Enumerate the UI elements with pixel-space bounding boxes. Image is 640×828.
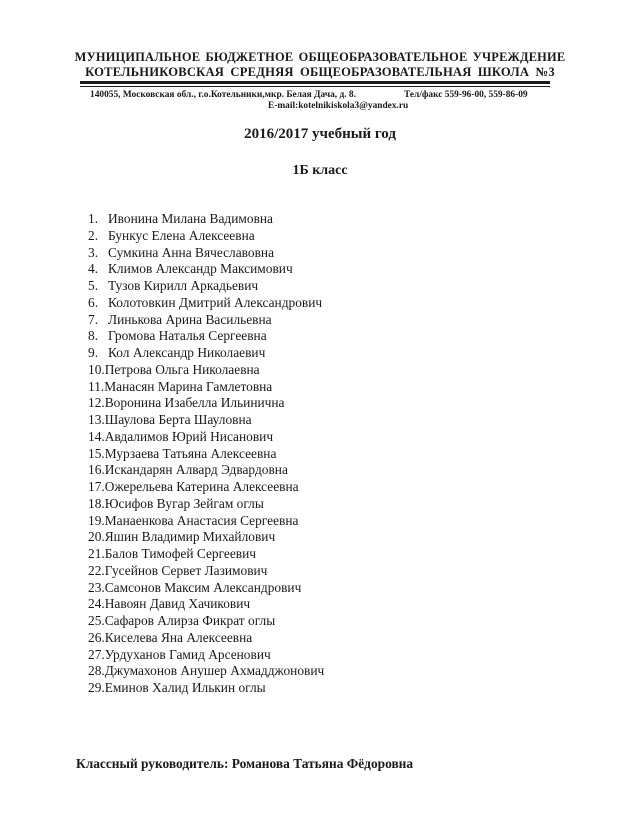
student-name: Громова Наталья Сергеевна bbox=[108, 328, 267, 344]
school-address: 140055, Московская обл., г.о.Котельники,мкр. Белая Дача, д. 8. bbox=[90, 90, 356, 100]
student-name: Самсонов Максим Александрович bbox=[104, 579, 302, 595]
header-rule-thin bbox=[80, 86, 550, 87]
academic-year: 2016/2017 учебный год bbox=[244, 126, 396, 142]
student-number: 26. bbox=[88, 629, 105, 645]
student-number: 27. bbox=[88, 646, 105, 662]
student-number: 24. bbox=[88, 596, 105, 612]
student-name: Гусейнов Сервет Лазимович bbox=[104, 562, 268, 578]
student-number: 23. bbox=[88, 579, 105, 595]
student-number: 22. bbox=[88, 562, 105, 578]
student-name: Искандарян Алвард Эдвардовна bbox=[104, 462, 288, 478]
school-phone: Тел/факс 559-96-00, 559-86-09 bbox=[404, 90, 528, 100]
class-teacher: Классный руководитель: Романова Татьяна Фёдоровна bbox=[76, 756, 414, 771]
student-number: 4. bbox=[88, 261, 99, 277]
student-name: Урдуханов Гамид Арсенович bbox=[104, 646, 271, 662]
student-name: Воронина Изабелла Ильинична bbox=[104, 395, 285, 411]
list-item bbox=[88, 395, 324, 412]
student-name: Кол Александр Николаевич bbox=[108, 345, 266, 360]
student-name: Еминов Халид Илькин оглы bbox=[104, 680, 266, 695]
student-number: 13. bbox=[88, 412, 105, 427]
student-list bbox=[88, 211, 324, 697]
school-name-line2: КОТЕЛЬНИКОВСКАЯ СРЕДНЯЯ ОБЩЕОБРАЗОВАТЕЛЬНАЯ ШКОЛА №3 bbox=[85, 65, 555, 79]
list-item bbox=[88, 563, 324, 580]
student-name: Ивонина Милана Вадимовна bbox=[108, 211, 273, 226]
list-item bbox=[88, 529, 324, 546]
list-item bbox=[88, 328, 324, 345]
list-item bbox=[88, 446, 324, 463]
list-item bbox=[88, 228, 324, 245]
header-rule-thick bbox=[80, 81, 550, 84]
student-name: Навоян Давид Хачикович bbox=[104, 596, 251, 612]
list-item bbox=[88, 479, 324, 496]
student-number: 20. bbox=[88, 529, 105, 545]
student-number: 7. bbox=[88, 311, 99, 327]
student-name: Бункус Елена Алексеевна bbox=[108, 227, 255, 243]
student-name: Манаенкова Анастасия Сергеевна bbox=[104, 512, 299, 528]
student-name: Киселева Яна Алексеевна bbox=[104, 629, 253, 645]
list-item bbox=[88, 345, 324, 362]
student-name: Шаулова Берта Шауловна bbox=[104, 412, 252, 427]
list-item bbox=[88, 513, 324, 530]
list-item bbox=[88, 211, 324, 228]
list-item bbox=[88, 362, 324, 379]
student-name: Балов Тимофей Сергеевич bbox=[104, 546, 257, 561]
student-number: 2. bbox=[88, 227, 99, 243]
list-item bbox=[88, 312, 324, 329]
list-item bbox=[88, 596, 324, 613]
list-item bbox=[88, 412, 324, 429]
student-number: 15. bbox=[88, 445, 105, 461]
school-name-line1: МУНИЦИПАЛЬНОЕ БЮДЖЕТНОЕ ОБЩЕОБРАЗОВАТЕЛЬНОЕ УЧРЕЖДЕНИЕ bbox=[74, 50, 566, 64]
list-item bbox=[88, 379, 324, 396]
student-number: 18. bbox=[88, 495, 105, 511]
student-number: 14. bbox=[88, 428, 105, 444]
school-email: E-mail:kotelnikiskola3@yandex.ru bbox=[268, 101, 409, 111]
student-name: Петрова Ольга Николаевна bbox=[104, 361, 260, 377]
list-item bbox=[88, 647, 324, 664]
student-number: 12. bbox=[88, 395, 105, 411]
student-number: 3. bbox=[88, 244, 99, 260]
student-name: Климов Александр Максимович bbox=[108, 261, 293, 277]
student-number: 11. bbox=[88, 378, 105, 394]
student-name: Авдалимов Юрий Нисанович bbox=[104, 428, 274, 444]
student-name: Колотовкин Дмитрий Александрович bbox=[108, 294, 323, 310]
list-item bbox=[88, 278, 324, 295]
student-name: Ожерельева Катерина Алексеевна bbox=[104, 479, 299, 494]
list-item bbox=[88, 613, 324, 630]
student-number: 17. bbox=[88, 479, 105, 494]
list-item bbox=[88, 261, 324, 278]
student-number: 25. bbox=[88, 613, 105, 628]
list-item bbox=[88, 429, 324, 446]
student-number: 29. bbox=[88, 680, 105, 695]
list-item bbox=[88, 580, 324, 597]
list-item bbox=[88, 546, 324, 563]
student-name: Юсифов Вугар Зейгам оглы bbox=[104, 495, 264, 511]
student-number: 21. bbox=[88, 546, 105, 561]
student-name: Линькова Арина Васильевна bbox=[108, 311, 272, 327]
list-item bbox=[88, 496, 324, 513]
student-name: Яшин Владимир Михайлович bbox=[104, 529, 276, 545]
student-number: 1. bbox=[88, 211, 99, 226]
student-number: 16. bbox=[88, 462, 105, 478]
student-name: Тузов Кирилл Аркадьевич bbox=[108, 278, 259, 293]
student-name: Джумахонов Анушер Ахмадджонович bbox=[104, 663, 325, 679]
student-name: Сумкина Анна Вячеславовна bbox=[108, 244, 275, 260]
class-title: 1Б класс bbox=[292, 163, 348, 178]
student-number: 6. bbox=[88, 294, 99, 310]
list-item bbox=[88, 245, 324, 262]
student-number: 19. bbox=[88, 512, 105, 528]
student-name: Мурзаева Татьяна Алексеевна bbox=[104, 445, 277, 461]
student-name: Сафаров Алирза Фикрат оглы bbox=[104, 613, 276, 628]
student-number: 28. bbox=[88, 663, 105, 679]
student-number: 5. bbox=[88, 278, 99, 293]
student-number: 8. bbox=[88, 328, 99, 344]
list-item bbox=[88, 295, 324, 312]
student-number: 10. bbox=[88, 361, 105, 377]
list-item bbox=[88, 680, 324, 697]
student-number: 9. bbox=[88, 345, 99, 360]
list-item bbox=[88, 462, 324, 479]
student-name: Манасян Марина Гамлетовна bbox=[104, 378, 273, 394]
list-item bbox=[88, 663, 324, 680]
list-item bbox=[88, 630, 324, 647]
